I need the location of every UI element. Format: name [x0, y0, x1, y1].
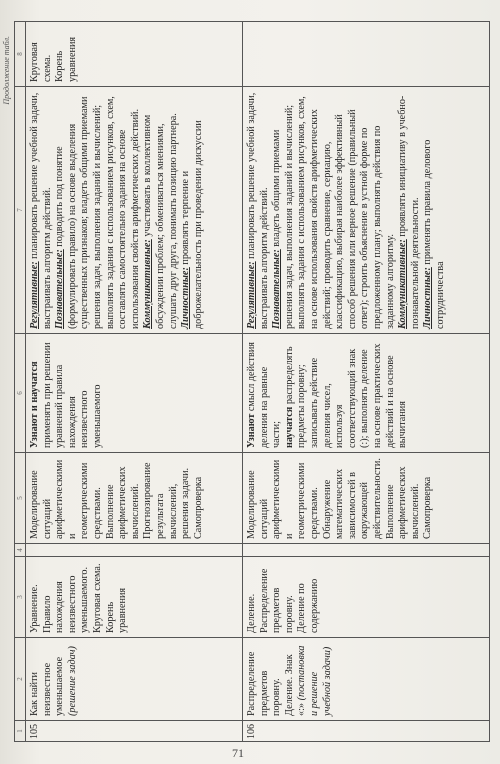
subject-lead: Узнают	[246, 413, 258, 448]
rotated-table-area	[2, 30, 490, 742]
col-number: 2	[15, 638, 26, 721]
communicative-text: проявлять инициативу в учебно-познавательной деятельности.	[397, 95, 421, 329]
cognitive-label: Познавательные:	[271, 249, 283, 329]
student-activities: Моделирование ситуаций арифметическими и геометрическими средствами. Обнаружение математических зависимостей в окружающей действительности. Выполнение арифметических вычислений. Самопроверка	[243, 453, 490, 544]
cognitive-label: Познавательные:	[54, 249, 66, 329]
regulative-label: Регулятивные:	[29, 261, 40, 329]
regulative-text: планировать решение учебной задачи, выстраивать алгоритм действий.	[246, 92, 270, 329]
lesson-topic	[26, 638, 243, 721]
topic-text: Распределение предметов поровну. Деление. Знак «:»	[246, 651, 308, 716]
subject-text-2: распределять предметы поровну; записывать действие деления чисел, используя соответствующий знак (:); выполнять деление на основе практических действий и на основе вычитания	[283, 343, 409, 448]
communicative-label: Коммуникативные:	[397, 239, 409, 329]
key-concepts: Деление. Распределение предметов поровну. Деление по содержанию	[243, 557, 490, 638]
lesson-number: 105	[26, 721, 243, 742]
personal-label: Личностные:	[180, 267, 192, 329]
topic-text: Как найти неизвестное уменьшаемое	[29, 656, 66, 716]
topic-note: (постановка и решение учебной задачи)	[296, 645, 333, 716]
col-number: 5	[15, 453, 26, 544]
lesson-topic	[243, 638, 490, 721]
subject-lead: Узнают и научатся	[29, 361, 40, 448]
regulative-text: планировать решение учебной задачи, выстраивать алгоритм действий.	[29, 92, 53, 329]
table-row	[243, 22, 490, 742]
subject-text: применять при решении уравнений правила нахождения неизвестного уменьшаемого	[41, 342, 103, 448]
subject-results	[243, 334, 490, 453]
student-activities: Моделирование ситуаций арифметическими и геометрическими средствами. Выполнение арифметических вычислений. Прогнозирование результата вычислений, решения задачи. Самопроверка	[26, 453, 243, 544]
continuation-label: Продолжение табл.	[2, 36, 11, 105]
notes-cell	[243, 22, 490, 87]
lesson-number: 106	[243, 721, 490, 742]
cognitive-text: владеть общими приемами решения задач, выполнения заданий и вычислений; выполнять задания с использованием рисунков, схем, на основе использования свойств арифметических действий; проводить сравнение, сериацию, классификацию, выбирая наиболее эффективный способ решения или верное решение (правильный ответ); строить объяснение в устной форме по предложенному плану; выполнять действия по заданному алгоритму.	[271, 96, 396, 329]
table-row	[26, 22, 243, 742]
column-number-row	[15, 22, 26, 742]
personal-label: Личностные:	[422, 267, 434, 329]
col-number: 1	[15, 721, 26, 742]
topic-note: (решение задач)	[66, 646, 78, 716]
uud-results	[243, 87, 490, 334]
communicative-text: участвовать в коллективном обсуждении проблем; обмениваться мнениями, слушать друг друга, понимать позицию партнера.	[142, 113, 179, 329]
key-concepts: Уравнение. Правило нахождения неизвестного уменьшаемого. Круговая схема. Корень уравнения	[26, 557, 243, 638]
communicative-label: Коммуникативные:	[142, 239, 154, 329]
col-number: 6	[15, 334, 26, 453]
empty-cell	[26, 544, 243, 557]
personal-text: применять правила делового сотрудничества	[422, 139, 446, 329]
col-number: 3	[15, 557, 26, 638]
uud-results	[26, 87, 243, 334]
subject-lead-2: научатся	[283, 406, 295, 448]
personal-text: проявлять терпение и доброжелательность при проведении дискуссии	[180, 120, 204, 329]
notes-cell: Круговая схема. Корень уравнения	[26, 22, 243, 87]
cognitive-text: подводить под понятие (формулировать правило) на основе выделения существенных признаков; владеть общими приемами решения задач, выполнения заданий и вычислений; выполнять задания с использованием рисунков, схем, составлять самостоятельно задания на основе использования свойств арифметических действий.	[54, 96, 141, 329]
page-number: 71	[232, 746, 244, 760]
col-number: 4	[15, 544, 26, 557]
col-number: 8	[15, 22, 26, 87]
regulative-label: Регулятивные:	[246, 261, 258, 329]
subject-results	[26, 334, 243, 453]
empty-cell	[243, 544, 490, 557]
lesson-plan-table	[14, 21, 490, 742]
subject-text: смысл действия деления на равные части;	[246, 342, 283, 448]
col-number: 7	[15, 87, 26, 334]
